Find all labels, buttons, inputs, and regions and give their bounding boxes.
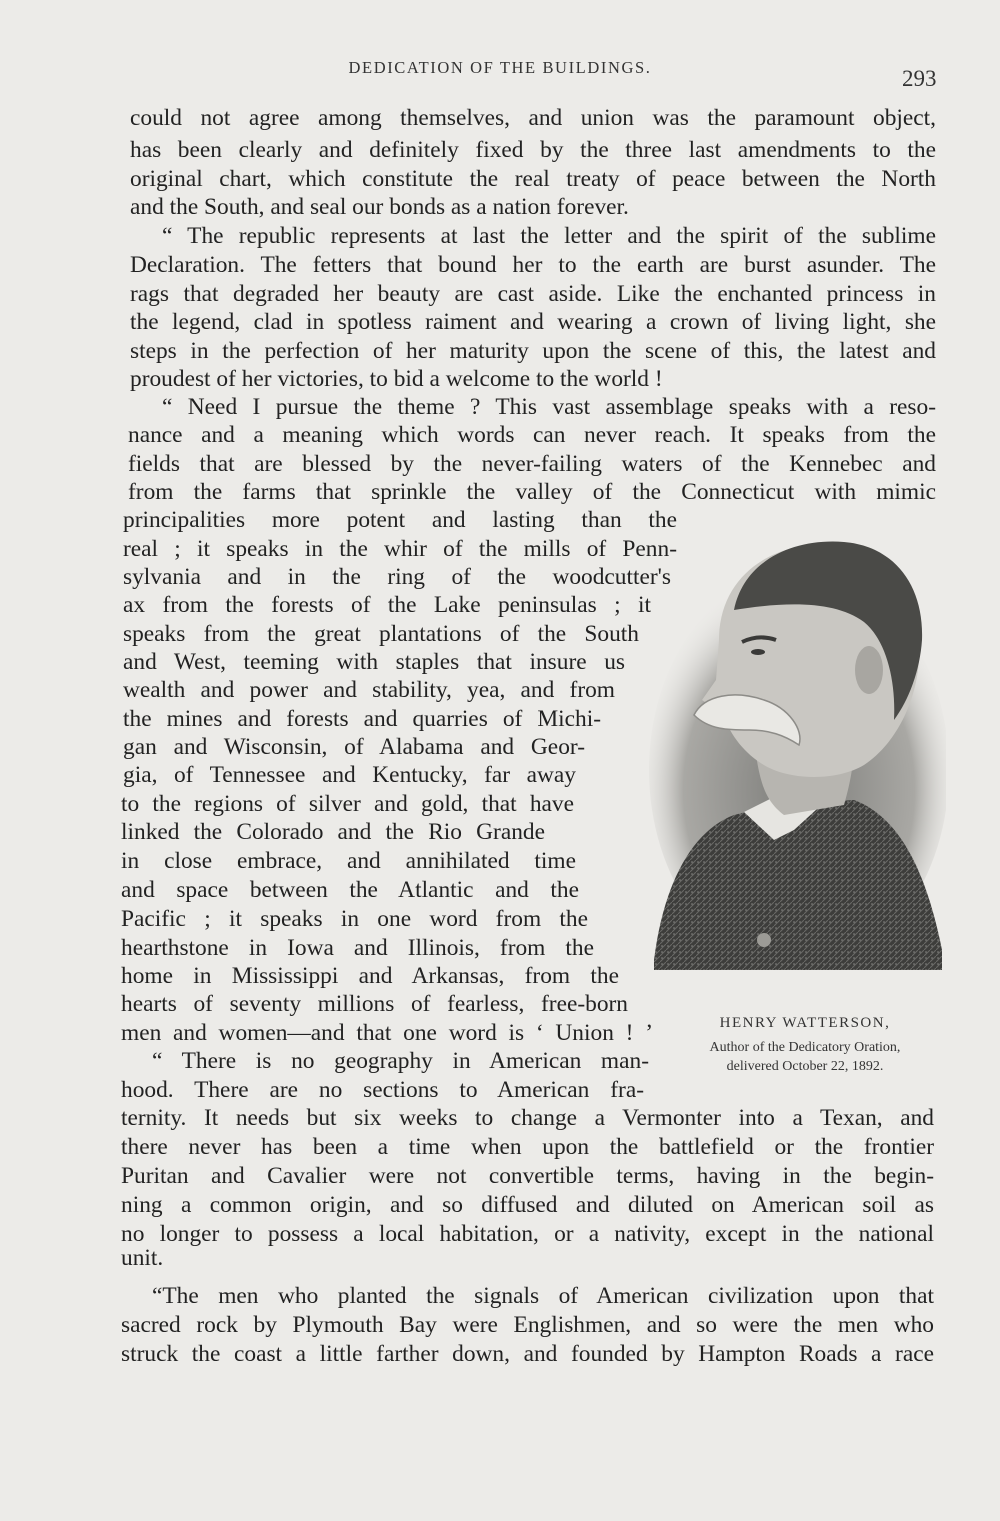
- text-line: real ; it speaks in the whir of the mills of Penn-: [123, 536, 677, 562]
- text-line: sylvania and in the ring of the woodcutter's: [123, 564, 671, 590]
- text-line: to the regions of silver and gold, that have: [121, 791, 574, 817]
- caption-line: Author of the Dedicatory Oration,: [709, 1040, 901, 1055]
- text-line: from the farms that sprinkle the valley of the Connecticut with mimic: [128, 479, 936, 505]
- caption-name: HENRY WATTERSON,: [719, 1015, 891, 1031]
- text-line: and West, teeming with staples that insure us: [123, 649, 625, 675]
- text-line: men and women—and that one word is ‘ Union ! ’: [121, 1020, 653, 1046]
- text-line: unit.: [121, 1245, 164, 1271]
- text-line: the mines and forests and quarries of Michi-: [123, 706, 601, 732]
- text-line: no longer to possess a local habitation, or a nativity, except in the national: [121, 1221, 934, 1247]
- text-line: Declaration. The fetters that bound her to the earth are burst asunder. The: [130, 252, 936, 278]
- text-line: hearthstone in Iowa and Illinois, from the: [121, 935, 594, 961]
- text-line: struck the coast a little farther down, and founded by Hampton Roads a race: [121, 1341, 934, 1367]
- text-line: principalities more potent and lasting than the: [123, 507, 677, 533]
- running-head: DEDICATION OF THE BUILDINGS.: [348, 58, 652, 77]
- text-line: there never has been a time when upon the battlefield or the frontier: [121, 1134, 934, 1160]
- text-line: “ Need I pursue the theme ? This vast assemblage speaks with a reso-: [162, 394, 936, 420]
- text-line: and space between the Atlantic and the: [121, 877, 579, 903]
- text-line: steps in the perfection of her maturity upon the scene of this, the latest and: [130, 338, 936, 364]
- text-line: could not agree among themselves, and union was the paramount object,: [130, 105, 936, 131]
- text-line: linked the Colorado and the Rio Grande: [121, 819, 545, 845]
- text-line: home in Mississippi and Arkansas, from the: [121, 963, 619, 989]
- text-line: in close embrace, and annihilated time: [121, 848, 576, 874]
- page-number: 293: [902, 66, 937, 91]
- portrait-engraving: [624, 530, 946, 970]
- text-line: rags that degraded her beauty are cast aside. Like the enchanted princess in: [130, 281, 936, 307]
- text-line: ax from the forests of the Lake peninsulas ; it: [123, 592, 651, 618]
- text-line: speaks from the great plantations of the South: [123, 621, 639, 647]
- text-line: “ There is no geography in American man-: [152, 1048, 649, 1074]
- text-line: Pacific ; it speaks in one word from the: [121, 906, 588, 932]
- text-line: wealth and power and stability, yea, and from: [123, 677, 615, 703]
- text-line: hearts of seventy millions of fearless, free-born: [121, 991, 628, 1017]
- text-line: gia, of Tennessee and Kentucky, far away: [123, 762, 576, 788]
- text-line: and the South, and seal our bonds as a nation forever.: [130, 194, 629, 220]
- text-line: hood. There are no sections to American fra-: [121, 1077, 644, 1103]
- text-line: proudest of her victories, to bid a welcome to the world !: [130, 366, 663, 392]
- text-line: gan and Wisconsin, of Alabama and Geor-: [123, 734, 585, 760]
- text-line: ning a common origin, and so diffused and diluted on American soil as: [121, 1192, 934, 1218]
- text-line: nance and a meaning which words can never reach. It speaks from the: [128, 422, 936, 448]
- text-line: sacred rock by Plymouth Bay were Englishmen, and so were the men who: [121, 1312, 934, 1338]
- text-line: Puritan and Cavalier were not convertible terms, having in the begin-: [121, 1163, 934, 1189]
- text-line: “The men who planted the signals of American civilization upon that: [152, 1283, 934, 1309]
- text-line: “ The republic represents at last the letter and the spirit of the sublime: [162, 223, 936, 249]
- text-line: ternity. It needs but six weeks to change a Vermonter into a Texan, and: [121, 1105, 934, 1131]
- caption-line: delivered October 22, 1892.: [726, 1059, 884, 1074]
- text-line: the legend, clad in spotless raiment and wearing a crown of living light, she: [130, 309, 936, 335]
- text-line: original chart, which constitute the real treaty of peace between the North: [130, 166, 936, 192]
- text-line: fields that are blessed by the never-failing waters of the Kennebec and: [128, 451, 936, 477]
- text-line: has been clearly and definitely fixed by the three last amendments to the: [130, 137, 936, 163]
